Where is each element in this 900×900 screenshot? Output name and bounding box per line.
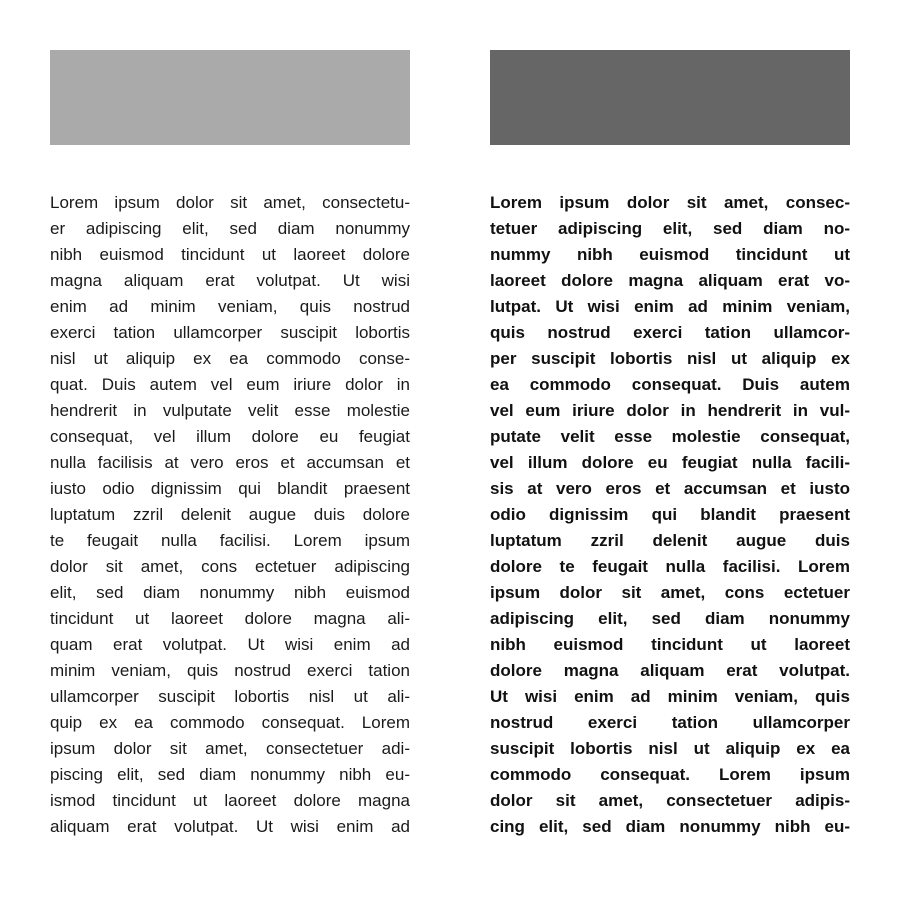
text-line: quip ex ea commodo consequat. Lorem	[50, 713, 410, 732]
dark-gray-swatch	[490, 50, 850, 145]
text-line: nibh euismod tincidunt ut laoreet	[490, 635, 850, 654]
text-line: dolore te feugait nulla facilisi. Lorem	[490, 557, 850, 576]
text-line: minim veniam, quis nostrud exerci tation	[50, 661, 410, 680]
text-line: per suscipit lobortis nisl ut aliquip ex	[490, 349, 850, 368]
text-line: te feugait nulla facilisi. Lorem ipsum	[50, 531, 410, 550]
text-line: ullamcorper suscipit lobortis nisl ut ali-	[50, 687, 410, 706]
text-line: quam erat volutpat. Ut wisi enim ad	[50, 635, 410, 654]
text-line: Lorem ipsum dolor sit amet, consectetu-	[50, 193, 410, 212]
text-line: sis at vero eros et accumsan et iusto	[490, 479, 850, 498]
text-line: ea commodo consequat. Duis autem	[490, 375, 850, 394]
text-line: cing elit, sed diam nonummy nibh eu-	[490, 817, 850, 836]
regular-text-column	[50, 190, 410, 840]
text-line: tincidunt ut laoreet dolore magna ali-	[50, 609, 410, 628]
text-line: suscipit lobortis nisl ut aliquip ex ea	[490, 739, 850, 758]
text-line: piscing elit, sed diam nonummy nibh eu-	[50, 765, 410, 784]
text-line: magna aliquam erat volutpat. Ut wisi	[50, 271, 410, 290]
text-line: lutpat. Ut wisi enim ad minim veniam,	[490, 297, 850, 316]
text-line: commodo consequat. Lorem ipsum	[490, 765, 850, 784]
text-line: quat. Duis autem vel eum iriure dolor in	[50, 375, 410, 394]
text-line: dolore magna aliquam erat volutpat.	[490, 661, 850, 680]
text-line: hendrerit in vulputate velit esse molestie	[50, 401, 410, 420]
text-line: exerci tation ullamcorper suscipit lobortis	[50, 323, 410, 342]
text-line: dolor sit amet, cons ectetuer adipiscing	[50, 557, 410, 576]
text-line: odio dignissim qui blandit praesent	[490, 505, 850, 524]
text-line: nibh euismod tincidunt ut laoreet dolore	[50, 245, 410, 264]
text-line: luptatum zzril delenit augue duis	[490, 531, 850, 550]
bold-text-column	[490, 190, 850, 840]
text-line: adipiscing elit, sed diam nonummy	[490, 609, 850, 628]
text-line: vel illum dolore eu feugiat nulla facili-	[490, 453, 850, 472]
text-line: nisl ut aliquip ex ea commodo conse-	[50, 349, 410, 368]
text-line: aliquam erat volutpat. Ut wisi enim ad	[50, 817, 410, 836]
text-line: ipsum dolor sit amet, cons ectetuer	[490, 583, 850, 602]
text-line: enim ad minim veniam, quis nostrud	[50, 297, 410, 316]
text-line: nummy nibh euismod tincidunt ut	[490, 245, 850, 264]
text-line: consequat, vel illum dolore eu feugiat	[50, 427, 410, 446]
text-line: ismod tincidunt ut laoreet dolore magna	[50, 791, 410, 810]
text-line: er adipiscing elit, sed diam nonummy	[50, 219, 410, 238]
text-line: Lorem ipsum dolor sit amet, consec-	[490, 193, 850, 212]
text-line: iusto odio dignissim qui blandit praesent	[50, 479, 410, 498]
text-line: vel eum iriure dolor in hendrerit in vul-	[490, 401, 850, 420]
text-line: putate velit esse molestie consequat,	[490, 427, 850, 446]
text-line: tetuer adipiscing elit, sed diam no-	[490, 219, 850, 238]
text-line: quis nostrud exerci tation ullamcor-	[490, 323, 850, 342]
text-line: nulla facilisis at vero eros et accumsan et	[50, 453, 410, 472]
text-line: laoreet dolore magna aliquam erat vo-	[490, 271, 850, 290]
light-gray-swatch	[50, 50, 410, 145]
text-line: luptatum zzril delenit augue duis dolore	[50, 505, 410, 524]
text-line: elit, sed diam nonummy nibh euismod	[50, 583, 410, 602]
text-line: Ut wisi enim ad minim veniam, quis	[490, 687, 850, 706]
text-line: ipsum dolor sit amet, consectetuer adi-	[50, 739, 410, 758]
text-line: nostrud exerci tation ullamcorper	[490, 713, 850, 732]
text-line: dolor sit amet, consectetuer adipis-	[490, 791, 850, 810]
